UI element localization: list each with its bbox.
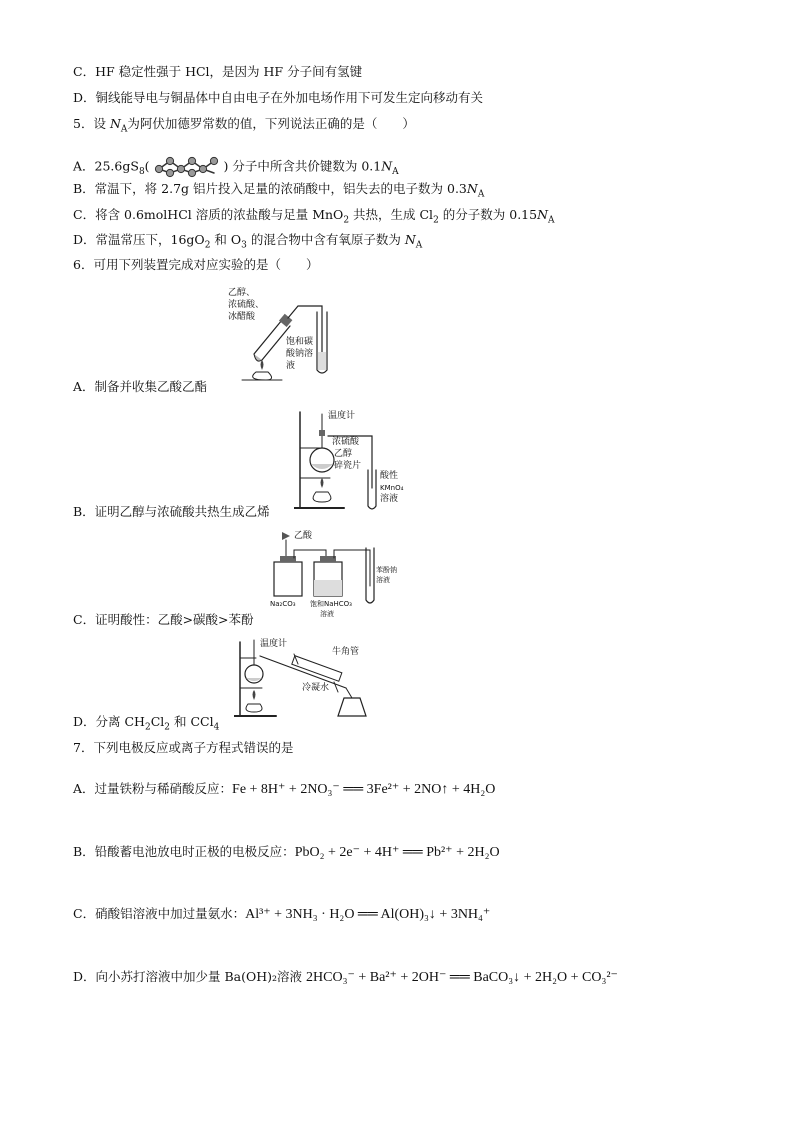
figure-b-ethylene-apparatus [294, 408, 414, 514]
figd-label-water: 冷凝水 [302, 683, 330, 693]
q6-option-a: A．制备并收集乙酸乙酯 [73, 379, 208, 394]
q6-stem: 6．可用下列装置完成对应实验的是（ ） [73, 257, 319, 272]
q4-option-d: D．铜线能导电与铜晶体中自由电子在外加电场作用下可发生定向移动有关 [73, 90, 484, 105]
figc-label-na2co3: Na₂CO₃ [270, 600, 296, 608]
q7c-equation: Al³⁺ + 3NH₃ · H₂O ══ Al(OH)₃↓ + 3NH₄⁺ [245, 907, 491, 922]
q4-option-c: C．HF 稳定性强于 HCl，是因为 HF 分子间有氢键 [73, 64, 363, 79]
figa-label-r2: 酸钠溶 [286, 349, 314, 359]
figure-d-distillation-apparatus [234, 636, 374, 720]
s8-ring-icon [154, 155, 220, 179]
figb-label-chips: 碎瓷片 [334, 461, 362, 471]
figc-label-acetic: 乙酸 [294, 531, 313, 541]
figure-a-ester-apparatus [226, 284, 346, 384]
figb-label-acid: 浓硫酸 [332, 437, 360, 447]
q5-option-a: A．$25.6gS_8$( ) 分子中所含共价键数为 $0.1N_A$ [73, 155, 399, 179]
q5-option-c: C．将含 0.6molHCl 溶质的浓盐酸与足量 MnO$_2$ 共热，生成 $Cl_2$ 的分子数为 $0.15N_A$ [73, 207, 555, 226]
figa-label-3: 冰醋酸 [228, 312, 256, 322]
figc-label-nahco3: 饱和NaHCO₃ [310, 600, 352, 608]
q6-option-d: D．分离 $CH_2Cl_2$ 和 CCl$_4$ [73, 714, 220, 733]
figa-label-1: 乙醇、 [228, 288, 256, 298]
figure-c-acidity-apparatus [268, 528, 408, 620]
figc-label-solution-2: 溶液 [376, 576, 390, 584]
q7b-equation: PbO₂ + 2e⁻ + 4H⁺ ══ Pb²⁺ + 2H₂O [294, 845, 500, 860]
q6-option-c: C．证明酸性：乙酸>碳酸>苯酚 [73, 612, 254, 627]
figb-label-kmno4: KMnO₄ [380, 484, 404, 492]
q7-option-b: B．铅酸蓄电池放电时正极的电极反应：PbO₂ + 2e⁻ + 4H⁺ ══ Pb²⁺ + 2H₂O [73, 844, 500, 860]
q7a-equation: Fe + 8H⁺ + 2NO₃⁻ ══ 3Fe²⁺ + 2NO↑ + 4H₂O [232, 782, 496, 797]
q5-option-d: D．常温常压下，$16gO_2$ 和 $O_3$ 的混合物中含有氧原子数为 $N_A$ [73, 232, 423, 251]
q6-option-b: B．证明乙醇与浓硫酸共热生成乙烯 [73, 504, 270, 519]
figa-label-2: 浓硫酸、 [228, 300, 265, 310]
q5-stem: 5．设 $N_A$为阿伏加德罗常数的值，下列说法正确的是（ ） [73, 116, 415, 135]
figd-label-adapter: 牛角管 [332, 647, 360, 657]
q7-stem: 7．下列电极反应或离子方程式错误的是 [73, 740, 294, 755]
figa-label-r3: 液 [286, 361, 296, 371]
q7d-equation: 2HCO₃⁻ + Ba²⁺ + 2OH⁻ ══ BaCO₃↓ + 2H₂O + CO₃²⁻ [306, 970, 618, 985]
q7-option-d: D．向小苏打溶液中加少量 Ba(OH)₂溶液 2HCO₃⁻ + Ba²⁺ + 2OH⁻ ══ BaCO₃↓ + 2H₂O + CO₃²⁻ [73, 969, 618, 985]
figc-label-phenolate: 苯酚钠 [376, 566, 397, 574]
q7-option-a: A．过量铁粉与稀硝酸反应：Fe + 8H⁺ + 2NO₃⁻ ══ 3Fe²⁺ + 2NO↑ + 4H₂O [73, 781, 496, 797]
q5-option-b: B．常温下，将 2.7g 铝片投入足量的浓硝酸中，铝失去的电子数为 $0.3N_A$ [73, 181, 485, 200]
figd-label-thermometer: 温度计 [260, 639, 288, 649]
figb-label-acidic: 酸性 [380, 471, 399, 481]
figb-label-thermometer: 温度计 [328, 411, 356, 421]
figc-label-solution: 溶液 [320, 610, 334, 618]
figb-label-ethanol: 乙醇 [334, 449, 353, 459]
figb-label-solution: 溶液 [380, 494, 399, 504]
figa-label-r1: 饱和碳 [286, 337, 314, 347]
q7-option-c: C．硝酸铝溶液中加过量氨水：Al³⁺ + 3NH₃ · H₂O ══ Al(OH)₃↓ + 3NH₄⁺ [73, 906, 491, 922]
